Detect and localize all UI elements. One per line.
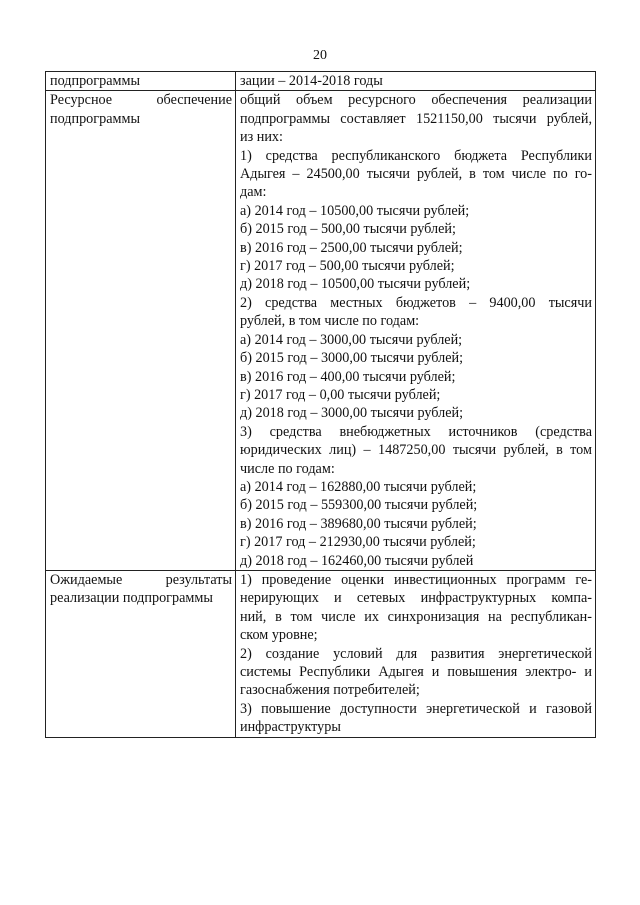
value-line: инфраструктуры — [240, 719, 341, 736]
value-line: нерирующих и сетевых инфраструктурных компа- — [240, 590, 592, 607]
value-line: подпрограммы составляет 1521150,00 тысячи рублей, — [240, 110, 592, 127]
value-line: зации – 2014-2018 годы — [240, 73, 383, 89]
value-line: а) 2014 год – 3000,00 тысячи рублей; — [240, 331, 463, 348]
value-line: б) 2015 год – 559300,00 тысячи рублей; — [240, 497, 478, 514]
value-line: ний, в том числе их синхронизация на республикан- — [240, 608, 592, 625]
row-label-line: Ресурсное обеспечение — [50, 92, 232, 109]
table-row-results — [46, 570, 596, 737]
value-line: Адыгея – 24500,00 тысячи рублей, в том числе по го- — [240, 166, 592, 183]
value-line: а) 2014 год – 10500,00 тысячи рублей; — [240, 202, 470, 219]
value-line: 2) создание условий для развития энергетической — [240, 645, 592, 662]
table-row-period — [46, 72, 596, 91]
value-line: 3) повышение доступности энергетической и газовой — [240, 700, 592, 717]
value-line: 1) проведение оценки инвестиционных программ ге- — [240, 571, 592, 588]
value-line: ском уровне; — [240, 627, 318, 644]
value-line: 3) средства внебюджетных источников (средства — [240, 423, 592, 440]
value-line: в) 2016 год – 2500,00 тысячи рублей; — [240, 239, 463, 256]
value-line: г) 2017 год – 212930,00 тысячи рублей; — [240, 534, 476, 551]
table-row-resources — [46, 91, 596, 571]
value-line: числе по годам: — [240, 460, 335, 477]
value-line: а) 2014 год – 162880,00 тысячи рублей; — [240, 478, 477, 495]
value-line: системы Республики Адыгея и повышения электро- и — [240, 664, 592, 680]
value-line: юридических лиц) – 1487250,00 тысячи рублей, в том — [240, 442, 592, 459]
value-line: д) 2018 год – 10500,00 тысячи рублей; — [240, 276, 471, 293]
value-line: б) 2015 год – 500,00 тысячи рублей; — [240, 221, 456, 238]
row-label-cell — [46, 91, 236, 571]
row-label-line: подпрограммы — [50, 110, 140, 127]
value-line: общий объем ресурсного обеспечения реализации — [240, 92, 592, 109]
row-label: подпрограммы — [50, 73, 140, 89]
row-label-line: реализации подпрограммы — [50, 590, 213, 607]
value-line: д) 2018 год – 162460,00 тысячи рублей — [240, 552, 474, 569]
row-label-cell — [46, 72, 236, 91]
value-line: г) 2017 год – 0,00 тысячи рублей; — [240, 386, 441, 403]
program-passport-table — [45, 71, 596, 738]
value-line: 1) средства республиканского бюджета Республики — [240, 147, 592, 164]
value-line: г) 2017 год – 500,00 тысячи рублей; — [240, 258, 455, 275]
value-line: 2) средства местных бюджетов – 9400,00 тысячи — [240, 294, 592, 311]
row-label-line: Ожидаемые результаты — [50, 571, 232, 588]
value-line: газоснабжения потребителей; — [240, 682, 420, 699]
value-line: б) 2015 год – 3000,00 тысячи рублей; — [240, 350, 464, 367]
row-value-cell — [236, 91, 596, 571]
value-line: из них: — [240, 129, 283, 146]
row-label-cell — [46, 570, 236, 737]
value-line: в) 2016 год – 389680,00 тысячи рублей; — [240, 515, 477, 532]
row-value-cell — [236, 570, 596, 737]
page-number: 20 — [313, 48, 327, 63]
value-line: в) 2016 год – 400,00 тысячи рублей; — [240, 368, 456, 385]
value-line: д) 2018 год – 3000,00 тысячи рублей; — [240, 405, 464, 422]
value-line: дам: — [240, 184, 267, 201]
row-value-cell — [236, 72, 596, 91]
value-line: рублей, в том числе по годам: — [240, 313, 420, 330]
